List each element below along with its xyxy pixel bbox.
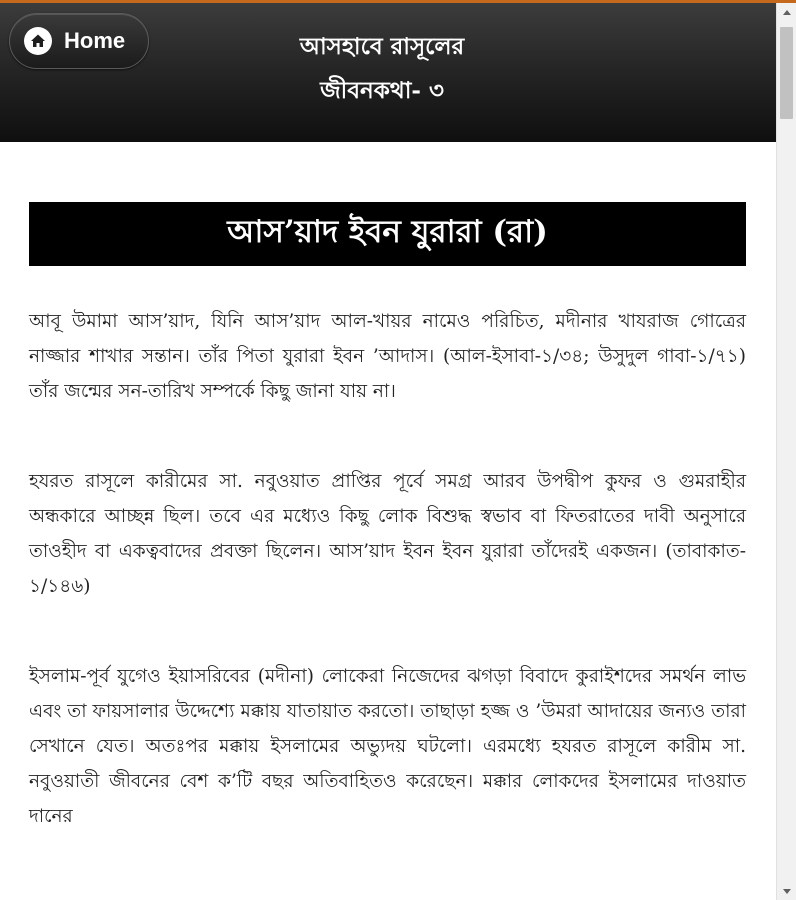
home-button-label: Home — [64, 28, 126, 53]
article-paragraph: হযরত রাসূলে কারীমের সা. নবুওয়াত প্রাপ্তির পূর্বে সমগ্র আরব উপদ্বীপ কুফর ও গুমরাহীর অন্ধকারে আচ্ছন্ন ছিল। তবে এর মধ্যেও কিছু লোক বিশুদ্ধ স্বভাব বা ফিতরাতের দাবী অনুসারে তাওহীদ বা একত্ববাদের প্রবক্তা ছিলেন। আস’য়াদ ইবন ইবন যুরারা তাঁদেরই একজন। (তাবাকাত- ১/১৪৬) — [29, 471, 746, 597]
page-title-line-1: আসহাবে রাসূলের — [299, 33, 465, 60]
article-content — [0, 142, 776, 900]
article-paragraph: ইসলাম-পূর্ব যুগেও ইয়াসরিবের (মদীনা) লোকেরা নিজেদের ঝগড়া বিবাদে কুরাইশদের সমর্থন লাভ এবং তা ফায়সালার উদ্দেশ্যে মক্কায় যাতায়াত করতো। তাছাড়া হজ্জ ও ’উমরা আদায়ের জন্যও তারা সেখানে যেত। অতঃপর মক্কায় ইসলামের অভ্যুদয় ঘটলো। এরমধ্যে হযরত রাসূলে কারীম সা. নবুওয়াতী জীবনের বেশ ক’টি বছর অতিবাহিতও করেছেন। মক্কার লোকদের ইসলামের দাওয়াত দানের — [29, 666, 746, 827]
page-title-line-2: জীবনকথা- ৩ — [320, 77, 444, 104]
scrollbar-thumb[interactable] — [780, 27, 793, 119]
page-title — [232, 25, 532, 113]
arrow-up-icon[interactable] — [777, 3, 796, 21]
home-button[interactable] — [9, 13, 149, 69]
arrow-down-icon[interactable] — [777, 882, 796, 900]
vertical-scrollbar[interactable] — [776, 3, 796, 900]
article-heading: আস’য়াদ ইবন যুরারা (রা) — [29, 202, 746, 266]
app-header — [0, 3, 776, 142]
home-icon — [24, 27, 52, 55]
article-paragraph: আবূ উমামা আস’য়াদ, যিনি আস’য়াদ আল-খায়র নামেও পরিচিত, মদীনার খাযরাজ গোত্রের নাজ্জার শাখার সন্তান। তাঁর পিতা যুরারা ইবন ’আদাস। (আল-ইসাবা-১/৩৪; উসুদুল গাবা-১/৭১) তাঁর জন্মের সন-তারিখ সম্পর্কে কিছু জানা যায় না। — [29, 311, 746, 402]
